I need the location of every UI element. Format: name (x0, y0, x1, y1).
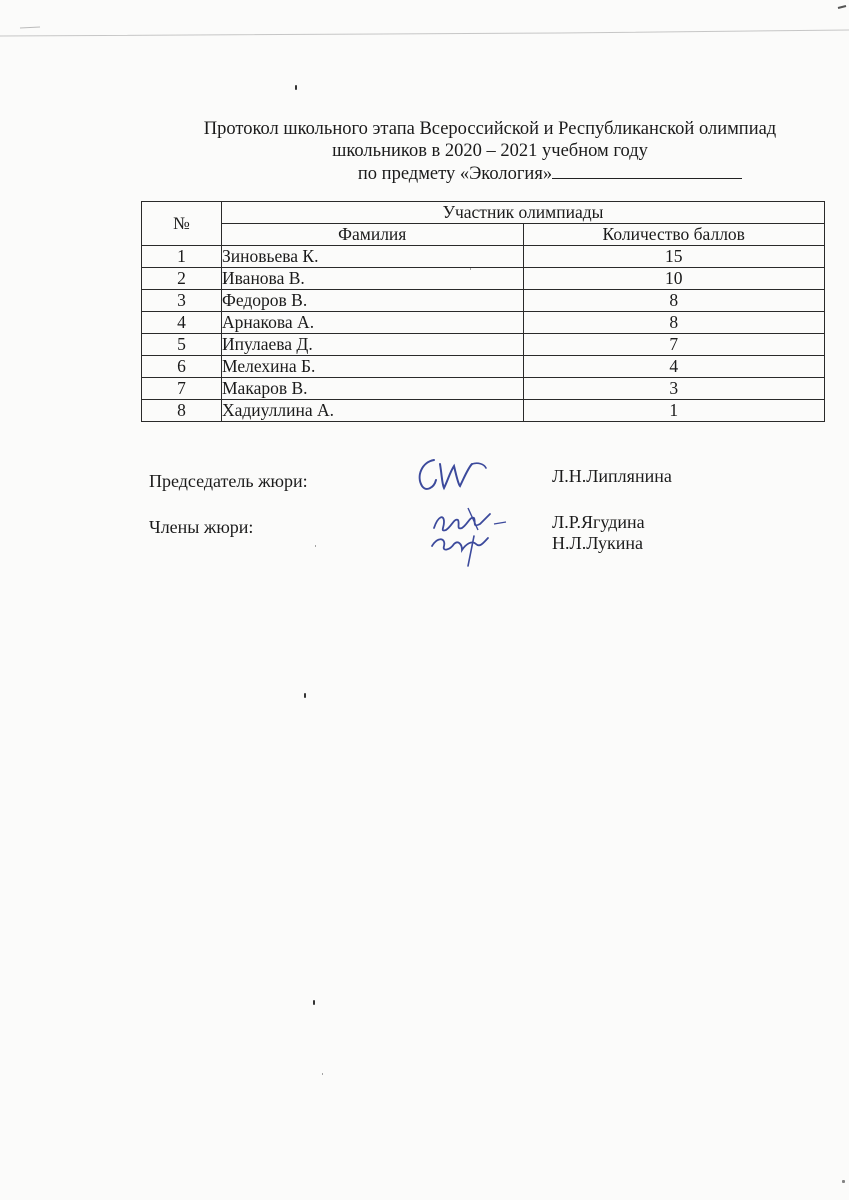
results-table (141, 201, 825, 422)
scan-speck (842, 1180, 845, 1183)
row-number: 6 (142, 356, 222, 378)
table-row (142, 290, 825, 312)
participant-score: 3 (523, 378, 825, 400)
participant-score: 10 (523, 268, 825, 290)
subject-text: по предмету «Экология» (357, 164, 553, 184)
participant-score: 8 (523, 290, 825, 312)
jury-chair-name: Л.Н.Липлянина (552, 466, 672, 486)
jury-member-name-2: Н.Л.Лукина (552, 533, 643, 553)
participant-name: Мелехина Б. (222, 356, 524, 378)
row-number: 4 (142, 312, 222, 334)
participant-name: Макаров В. (222, 378, 524, 400)
scan-speck (313, 1000, 315, 1005)
table-subheader-row (142, 224, 825, 246)
column-header-participant: Участник олимпиады (222, 202, 825, 224)
row-number: 1 (142, 246, 222, 268)
row-number: 5 (142, 334, 222, 356)
participant-score: 1 (523, 400, 825, 422)
scan-speck (304, 693, 306, 698)
jury-chair-label: Председатель жюри: (149, 471, 308, 491)
title-line-3 (140, 162, 840, 185)
participant-name: Иванова В. (222, 268, 524, 290)
participant-score: 15 (523, 246, 825, 268)
scan-speck (322, 1073, 323, 1075)
participant-name: Зиновьева К. (222, 246, 524, 268)
subject-underline (552, 162, 742, 179)
column-header-number: № (142, 202, 222, 246)
table-row (142, 400, 825, 422)
table-row (142, 312, 825, 334)
row-number: 2 (142, 268, 222, 290)
participant-score: 4 (523, 356, 825, 378)
title-line-1: Протокол школьного этапа Всероссийской и Республиканской олимпиад (203, 119, 777, 139)
table-row (142, 246, 825, 268)
scan-speck (315, 545, 316, 547)
chair-signature-icon (412, 450, 492, 498)
document-title (140, 118, 840, 185)
table-row (142, 268, 825, 290)
scan-speck (295, 85, 297, 90)
jury-member-name-1: Л.Р.Ягудина (552, 512, 645, 532)
members-signature-icon (428, 500, 512, 572)
participant-name: Хадиуллина А. (222, 400, 524, 422)
table-header-row (142, 202, 825, 224)
row-number: 7 (142, 378, 222, 400)
title-line-2: школьников в 2020 – 2021 учебном году (332, 141, 648, 161)
participant-score: 8 (523, 312, 825, 334)
table-row (142, 334, 825, 356)
jury-members-label: Члены жюри: (149, 517, 254, 537)
column-header-score: Количество баллов (523, 224, 825, 246)
participant-score: 7 (523, 334, 825, 356)
participant-name: Арнакова А. (222, 312, 524, 334)
table-row (142, 356, 825, 378)
column-header-surname: Фамилия (222, 224, 524, 246)
participant-name: Федоров В. (222, 290, 524, 312)
table-row (142, 378, 825, 400)
row-number: 8 (142, 400, 222, 422)
row-number: 3 (142, 290, 222, 312)
participant-name: Ипулаева Д. (222, 334, 524, 356)
